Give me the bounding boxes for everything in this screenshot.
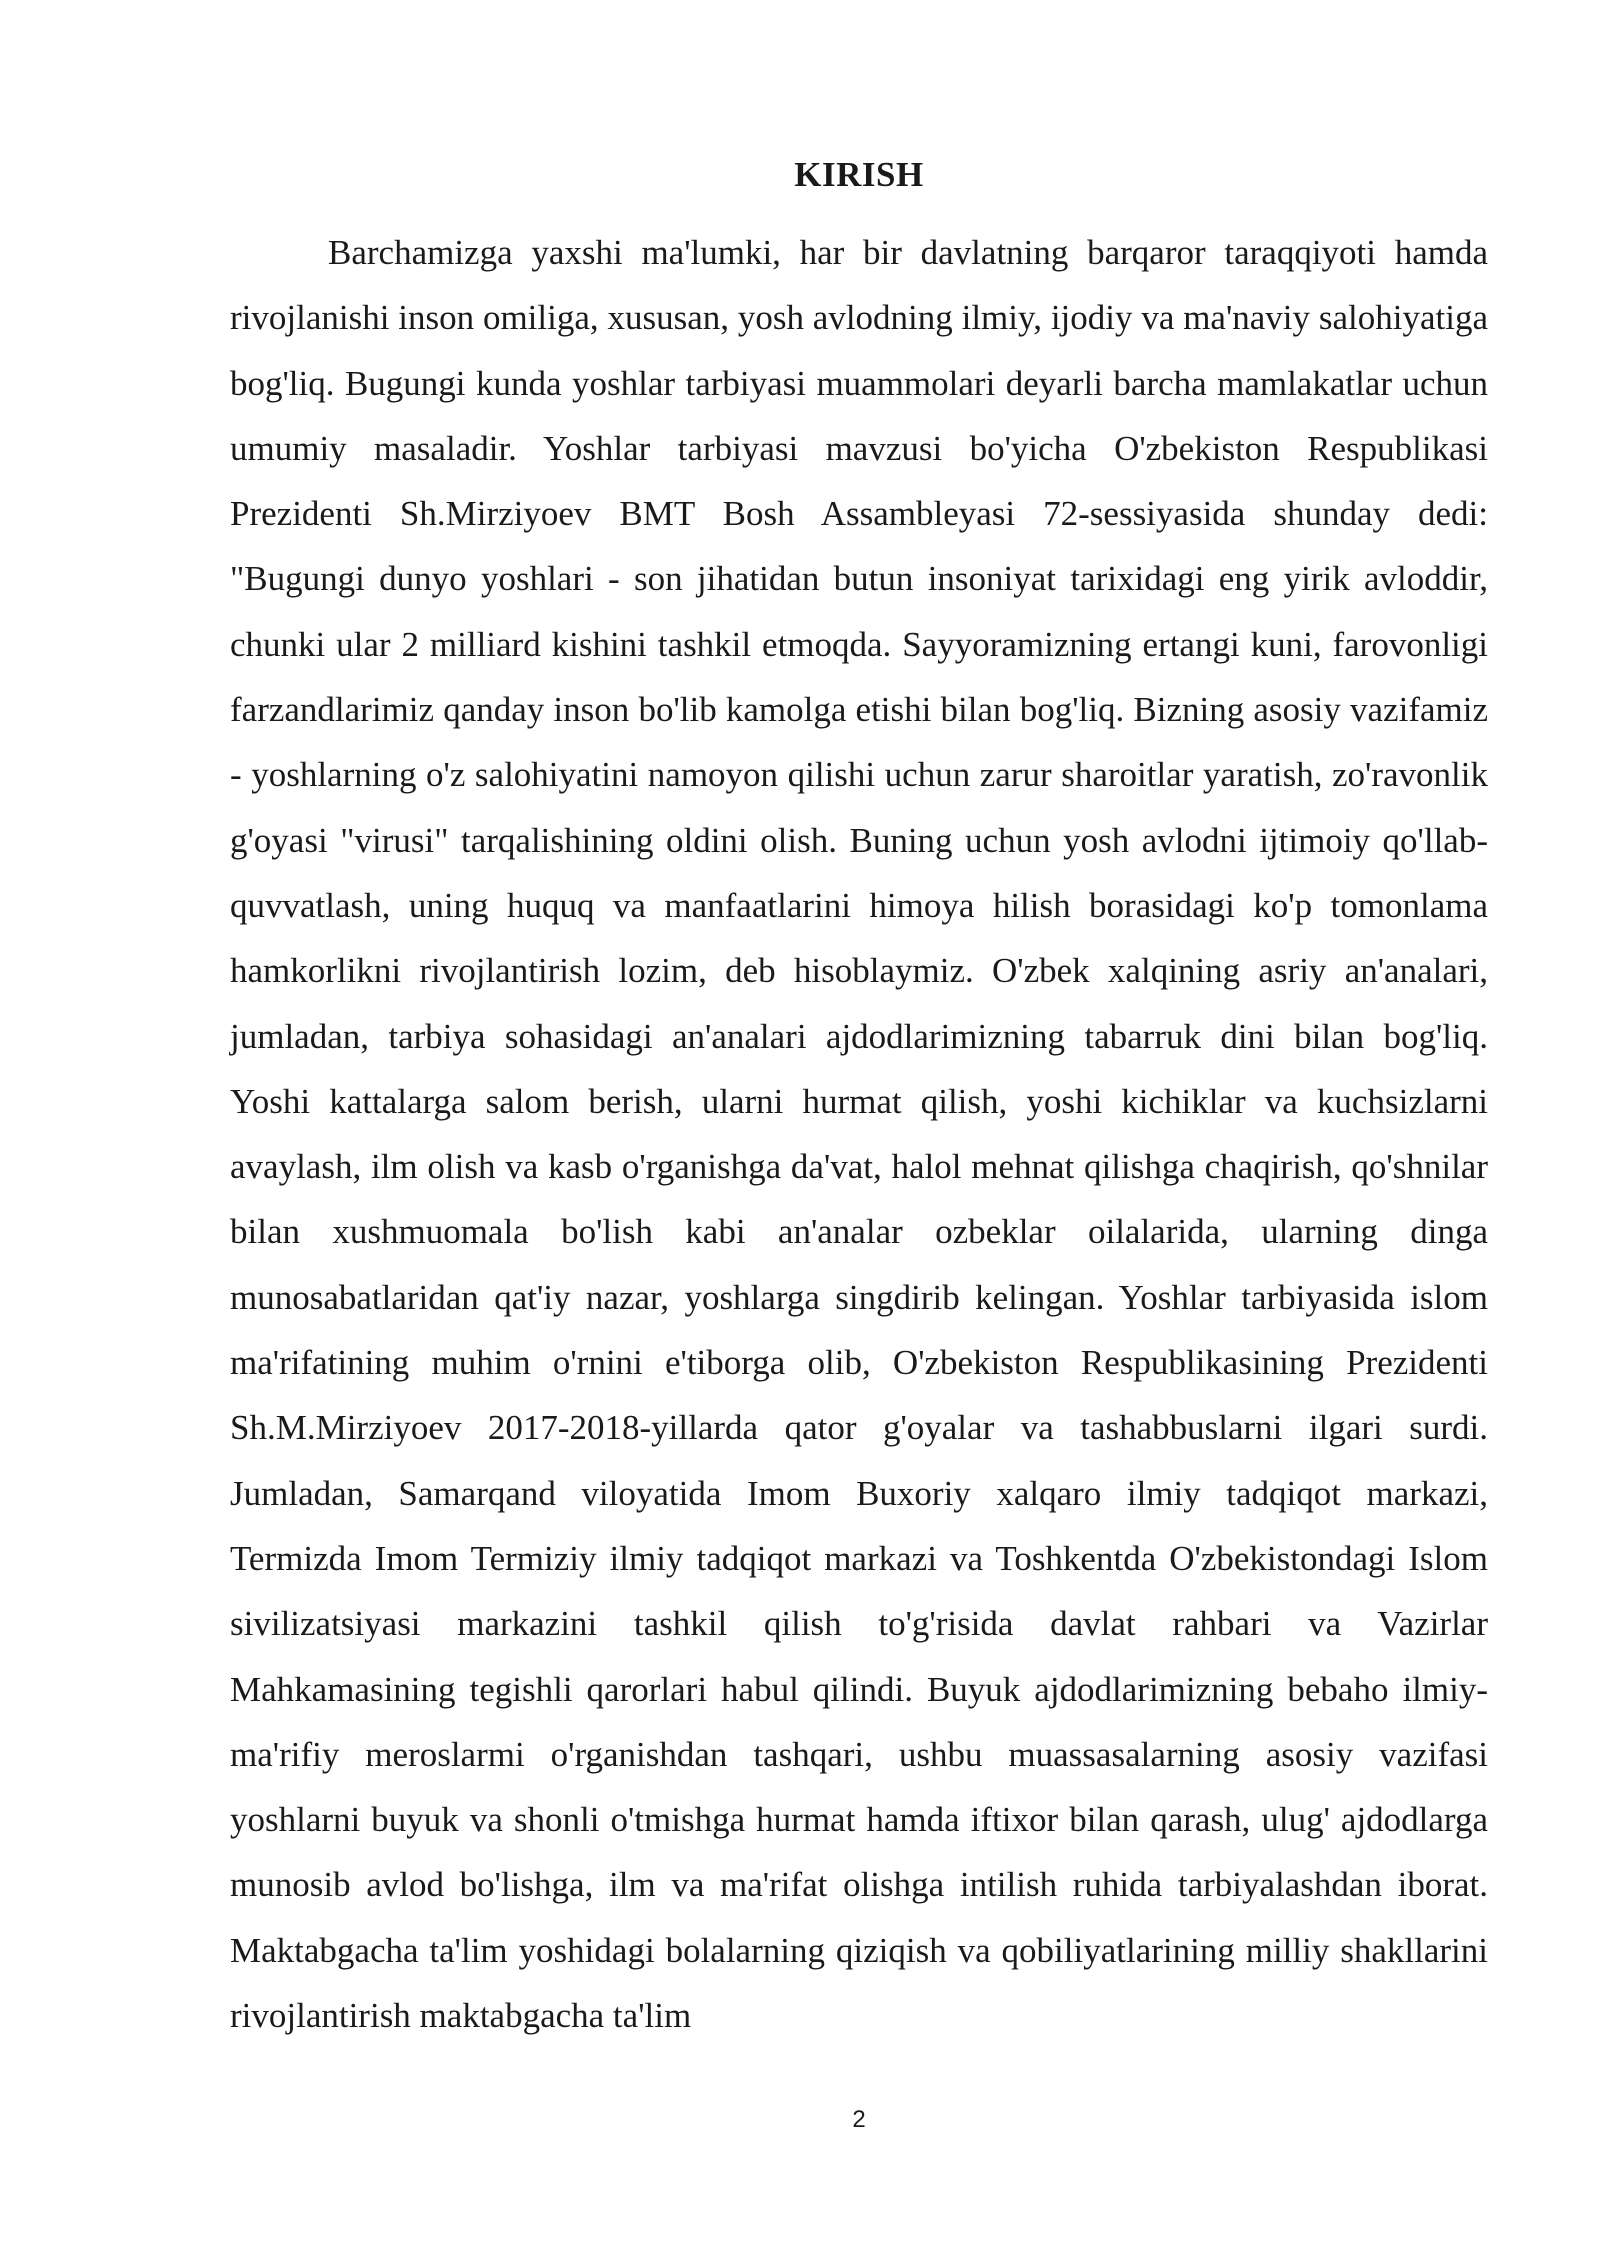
section-title: KIRISH: [794, 155, 924, 194]
page-number: 2: [852, 2106, 866, 2133]
body-paragraph: Barchamizga yaxshi ma'lumki, har bir davlatning barqaror taraqqiyoti hamda rivojlanishi inson omiliga, xususan, yosh avlodning ilmiy, ijodiy va ma'naviy salohiyatiga bog'liq. Bugungi kunda yoshlar tarbiyasi muammolari deyarli barcha mamlakatlar uchun umumiy masaladir. Yoshlar tarbiyasi mavzusi bo'yicha O'zbekiston Respublikasi Prezidenti Sh.Mirziyoev BMT Bosh Assambleyasi 72-sessiyasida shunday dedi: "Bugungi dunyo yoshlari - son jihatidan butun insoniyat tarixidagi eng yirik avloddir, chunki ular 2 milliard kishini tashkil etmoqda. Sayyoramizning ertangi kuni, farovonligi farzandlarimiz qanday inson bo'lib kamolga etishi bilan bog'liq. Bizning asosiy vazifamiz - yoshlarning o'z salohiyatini namoyon qilishi uchun zarur sharoitlar yaratish, zo'ravonlik g'oyasi "virusi" tarqalishining oldini olish. Buning uchun yosh avlodni ijtimoiy qo'llab-quvvatlash, uning huquq va manfaatlarini himoya hilish borasidagi ko'p tomonlama hamkorlikni rivojlantirish lozim, deb hisoblaymiz. O'zbek xalqining asriy an'analari, jumladan, tarbiya sohasidagi an'analari ajdodlarimizning tabarruk dini bilan bog'liq. Yoshi kattalarga salom berish, ularni hurmat qilish, yoshi kichiklar va kuchsizlarni avaylash, ilm olish va kasb o'rganishga da'vat, halol mehnat qilishga chaqirish, qo'shnilar bilan xushmuomala bo'lish kabi an'analar ozbeklar oilalarida, ularning dinga munosabatlaridan qat'iy nazar, yoshlarga singdirib kelingan. Yoshlar tarbiyasida islom ma'rifatining muhim o'rnini e'tiborga olib, O'zbekiston Respublikasining Prezidenti Sh.M.Mirziyoev 2017-2018-yillarda qator g'oyalar va tashabbuslarni ilgari surdi. Jumladan, Samarqand viloyatida Imom Buxoriy xalqaro ilmiy tadqiqot markazi, Termizda Imom Termiziy ilmiy tadqiqot markazi va Toshkentda O'zbekistondagi Islom sivilizatsiyasi markazini tashkil qilish to'g'risida davlat rahbari va Vazirlar Mahkamasining tegishli qarorlari habul qilindi. Buyuk ajdodlarimizning bebaho ilmiy-ma'rifiy meroslarmi o'rganishdan tashqari, ushbu muassasalarning asosiy vazifasi yoshlarni buyuk va shonli o'tmishga hurmat hamda iftixor bilan qarash, ulug' ajdodlarga munosib avlod bo'lishga, ilm va ma'rifat olishga intilish ruhida tarbiyalashdan iborat. Maktabgacha ta'lim yoshidagi bolalarning qiziqish va qobiliyatlarining milliy shakllarini rivojlantirish maktabgacha ta'lim: [230, 233, 1488, 2036]
